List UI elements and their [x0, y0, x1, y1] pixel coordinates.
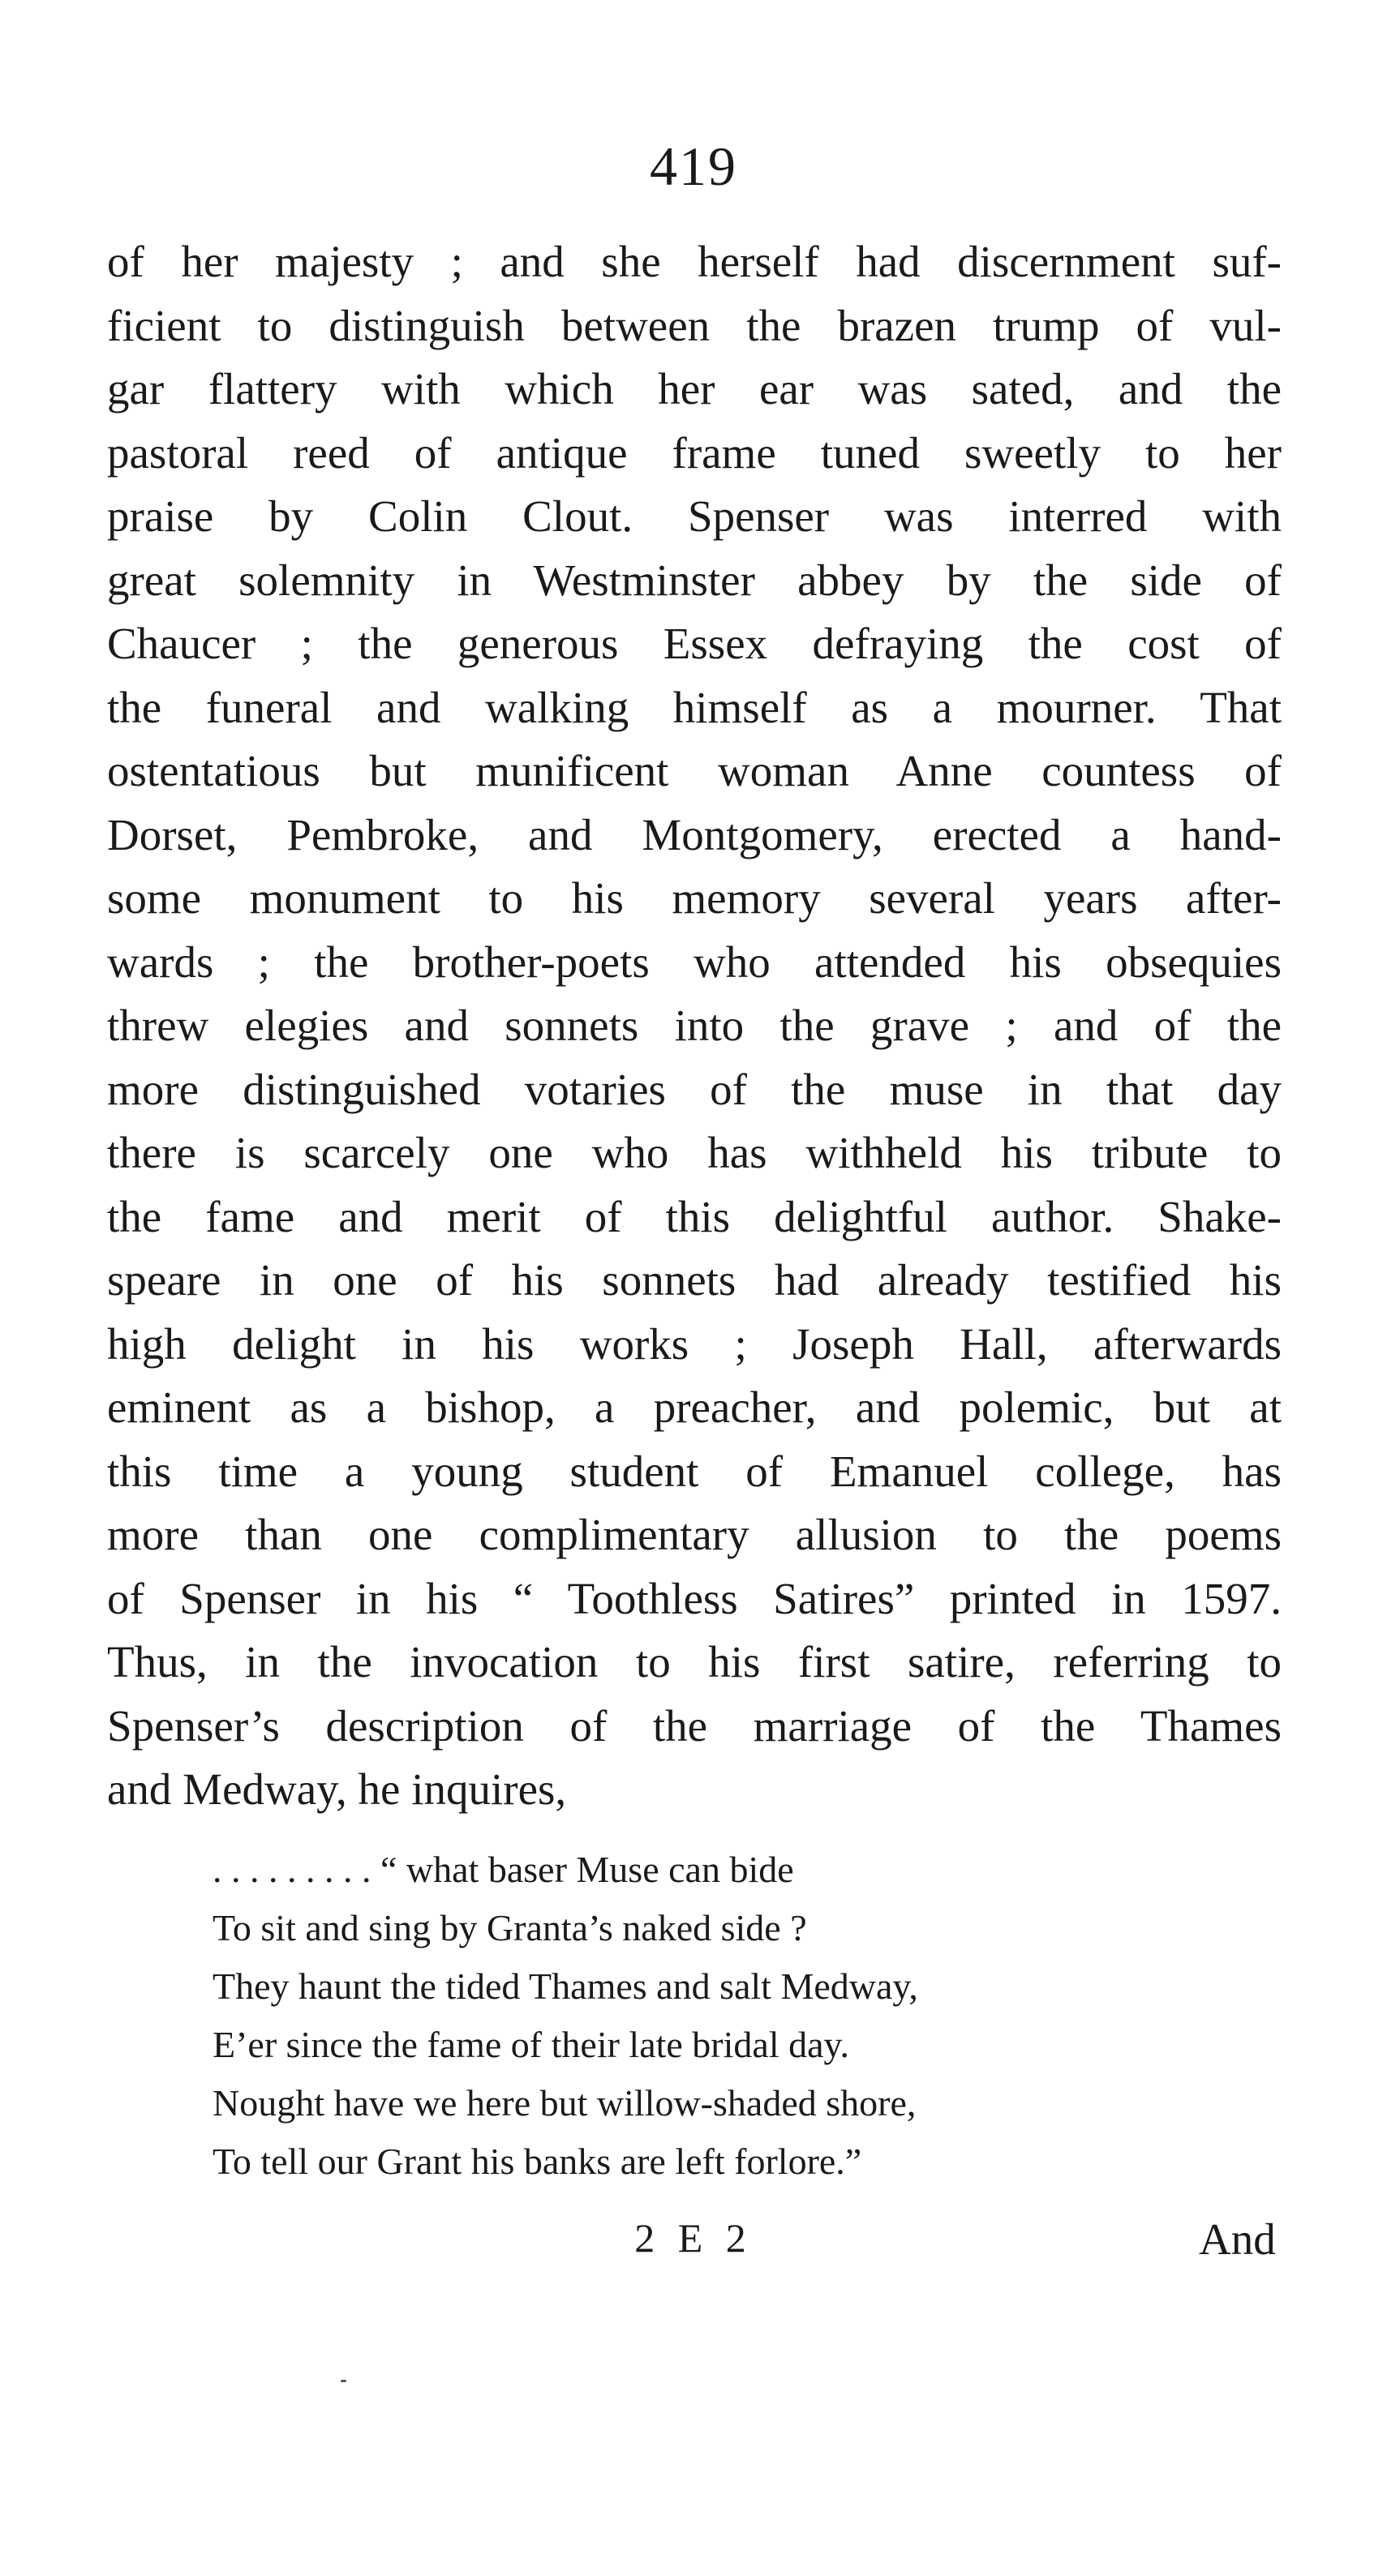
body-line: gar flattery with which her ear was sated, and the — [107, 364, 1282, 414]
body-line: Chaucer ; the generous Essex defraying the cost of — [107, 619, 1282, 668]
body-line: praise by Colin Clout. Spenser was interred with — [107, 491, 1282, 541]
verse-line: E’er since the fame of their late bridal day. — [213, 2024, 850, 2065]
ink-speck — [341, 2380, 346, 2382]
body-line-last: and Medway, he inquires, — [107, 1764, 567, 1814]
body-line: the funeral and walking himself as a mourner. That — [107, 682, 1282, 732]
verse-line: To tell our Grant his banks are left forlore.” — [213, 2141, 862, 2182]
body-line: there is scarcely one who has withheld his tribute to — [107, 1128, 1282, 1177]
body-line: this time a young student of Emanuel college, has — [107, 1446, 1282, 1496]
body-line: great solemnity in Westminster abbey by the side of — [107, 555, 1282, 605]
verse-line: . . . . . . . . . “ what baser Muse can bide — [213, 1849, 794, 1890]
body-line: the fame and merit of this delightful author. Shake- — [107, 1191, 1282, 1241]
body-line: of her majesty ; and she herself had discernment suf- — [107, 237, 1282, 286]
body-line: ficient to distinguish between the brazen trump of vul- — [107, 300, 1282, 350]
body-line: more distinguished votaries of the muse in that day — [107, 1064, 1282, 1114]
verse-line: To sit and sing by Granta’s naked side ? — [213, 1907, 807, 1948]
body-line: pastoral reed of antique frame tuned sweetly to her — [107, 427, 1282, 478]
body-text — [107, 230, 1282, 1822]
body-line: some monument to his memory several years after- — [107, 873, 1282, 923]
body-line: speare in one of his sonnets had already testified his — [107, 1255, 1282, 1305]
page-number: 419 — [650, 135, 737, 197]
body-line: more than one complimentary allusion to the poems — [107, 1510, 1282, 1559]
verse-line: Nought have we here but willow-shaded shore, — [213, 2082, 917, 2124]
body-line: wards ; the brother-poets who attended his obsequies — [107, 937, 1282, 987]
body-line: eminent as a bishop, a preacher, and polemic, but at — [107, 1382, 1282, 1432]
verse-line: They haunt the tided Thames and salt Medway, — [213, 1965, 918, 2007]
body-line: ostentatious but munificent woman Anne countess of — [107, 746, 1282, 795]
body-line: high delight in his works ; Joseph Hall, afterwards — [107, 1318, 1282, 1369]
body-line: threw elegies and sonnets into the grave ; and of the — [107, 1001, 1282, 1050]
signature-mark: 2 E 2 — [634, 2215, 753, 2261]
body-line: Thus, in the invocation to his first satire, referring to — [107, 1637, 1282, 1687]
catchword: And — [1199, 2214, 1276, 2264]
verse-quotation — [213, 1841, 1186, 2191]
body-line: Dorset, Pembroke, and Montgomery, erected a hand- — [107, 809, 1282, 859]
body-line: Spenser’s description of the marriage of the Thames — [107, 1700, 1282, 1751]
body-line: of Spenser in his “ Toothless Satires” printed in 1597. — [107, 1573, 1282, 1623]
